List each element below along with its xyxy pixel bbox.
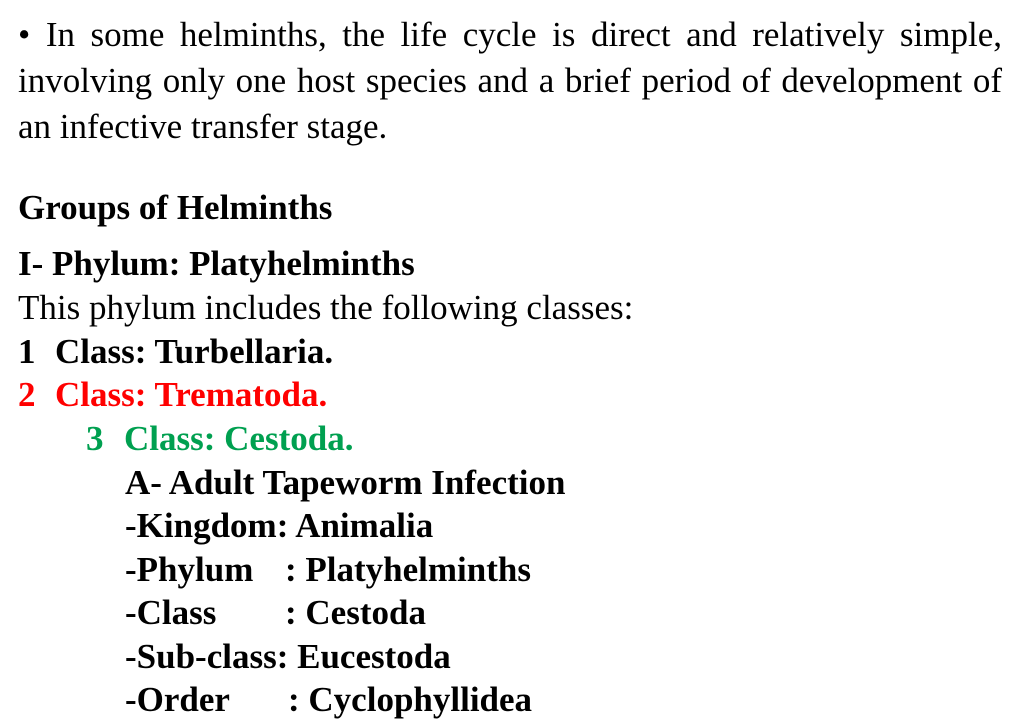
- taxonomy-row-subclass: [125, 635, 451, 679]
- class-item-trematoda: [18, 373, 327, 417]
- class-number: 3: [86, 419, 104, 458]
- taxonomy-value: : Cyclophyllidea: [288, 680, 533, 719]
- class-number: 1: [18, 332, 36, 371]
- taxonomy-row-kingdom: [125, 504, 433, 548]
- taxonomy-rank: -Class: [125, 593, 217, 632]
- groups-heading: Groups of Helminths: [18, 188, 333, 227]
- taxonomy-row-class: [125, 591, 426, 635]
- taxonomy-rank: -Sub-class:: [125, 637, 289, 676]
- intro-text: In some helminths, the life cycle is direct and relatively simple, involving only one host species and a brief period of development of an infective transfer stage.: [18, 15, 1003, 146]
- bullet-icon: •: [18, 15, 31, 54]
- intro-paragraph: [18, 12, 1002, 150]
- taxonomy-rank: -Order: [125, 680, 230, 719]
- taxonomy-rank: -Phylum: [125, 550, 254, 589]
- phylum-heading: I- Phylum: Platyhelminths: [18, 244, 415, 283]
- taxonomy-rank: -Kingdom:: [125, 506, 289, 545]
- class-label: Class: Cestoda.: [124, 419, 354, 458]
- taxonomy-row-phylum: [125, 548, 531, 592]
- phylum-description: This phylum includes the following classes:: [18, 288, 634, 327]
- class-item-cestoda: [86, 417, 353, 461]
- tapeworm-heading: A- Adult Tapeworm Infection: [125, 463, 566, 502]
- taxonomy-value: : Cestoda: [285, 593, 426, 632]
- taxonomy-row-order: [125, 678, 532, 722]
- class-number: 2: [18, 375, 36, 414]
- taxonomy-value: Animalia: [295, 506, 434, 545]
- taxonomy-value: Eucestoda: [297, 637, 451, 676]
- class-label: Class: Trematoda.: [55, 375, 328, 414]
- class-label: Class: Turbellaria.: [55, 332, 334, 371]
- class-item-turbellaria: [18, 330, 333, 374]
- taxonomy-value: : Platyhelminths: [285, 550, 531, 589]
